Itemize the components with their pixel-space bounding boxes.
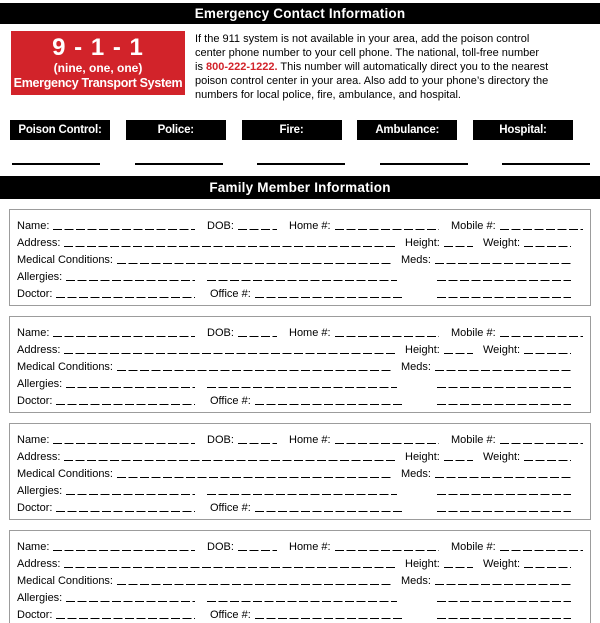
allergies-label: Allergies:: [17, 592, 63, 604]
office-phone-field: [210, 502, 402, 514]
home-phone-label: Home #:: [289, 220, 331, 232]
medical-conditions-fill-line: [117, 263, 391, 265]
intro-row: [0, 31, 600, 102]
home-phone-field: [289, 220, 439, 232]
meds-field: [401, 361, 571, 373]
doctor-fill-line: [56, 297, 195, 299]
allergies-row: [17, 373, 583, 390]
meds-extra-fill-line-2: [437, 618, 571, 620]
office-phone-label: Office #:: [210, 502, 251, 514]
home-phone-field: [289, 434, 439, 446]
doctor-fill-line: [56, 404, 195, 406]
home-phone-fill-line: [335, 443, 439, 445]
address-field: [17, 451, 395, 463]
weight-field: [483, 558, 571, 570]
doctor-field: [17, 609, 195, 621]
medical-conditions-label: Medical Conditions:: [17, 575, 113, 587]
address-fill-line: [64, 460, 395, 462]
meds-extra-fill-line-2: [437, 404, 571, 406]
intro-line-5: numbers for local police, fire, ambulance, and hospital.: [195, 89, 461, 101]
weight-label: Weight:: [483, 451, 521, 463]
mobile-phone-fill-line: [500, 336, 583, 338]
address-field: [17, 558, 395, 570]
family-member-section: [9, 316, 591, 413]
allergies-extra-fill-line: [207, 387, 397, 389]
family-sections: [0, 209, 600, 623]
weight-fill-line: [524, 353, 571, 355]
meds-fill-line: [435, 477, 571, 479]
police-fill-line: [135, 163, 223, 165]
doctor-label: Doctor:: [17, 502, 53, 514]
medical-conditions-fill-line: [117, 584, 391, 586]
mobile-phone-fill-line: [500, 550, 583, 552]
name-dob-row: [17, 322, 583, 339]
office-phone-label: Office #:: [210, 288, 251, 300]
home-phone-fill-line: [335, 229, 439, 231]
poison-control-fill-line: [12, 163, 100, 165]
address-row: [17, 339, 583, 356]
dob-label: DOB:: [207, 220, 234, 232]
intro-line-2: center phone number to your cell phone. The national, toll-free number: [195, 47, 540, 59]
name-fill-line: [53, 443, 195, 445]
meds-fill-line: [435, 263, 571, 265]
poison-control-paragraph: [195, 31, 592, 102]
dob-field: [207, 327, 277, 339]
height-field: [405, 344, 473, 356]
address-label: Address:: [17, 237, 61, 249]
meds-extra-fill-line-2: [437, 511, 571, 513]
name-field: [17, 220, 195, 232]
weight-fill-line: [524, 567, 571, 569]
mobile-phone-fill-line: [500, 443, 583, 445]
height-field: [405, 451, 473, 463]
emergency-contact-fill-lines-row: [12, 163, 590, 165]
contact-box-poison-control: Poison Control:: [10, 120, 110, 140]
family-member-section: [9, 530, 591, 623]
family-header-title: Family Member Information: [209, 180, 391, 195]
allergies-fill-line: [66, 601, 195, 603]
medical-conditions-fill-line: [117, 370, 391, 372]
allergies-extra-fill-line: [207, 280, 397, 282]
mobile-phone-label: Mobile #:: [451, 327, 496, 339]
office-phone-fill-line: [255, 511, 402, 513]
doctor-fill-line: [56, 511, 195, 513]
doctor-field: [17, 288, 195, 300]
home-phone-fill-line: [335, 336, 439, 338]
meds-label: Meds:: [401, 575, 431, 587]
meds-field: [401, 468, 571, 480]
dob-label: DOB:: [207, 434, 234, 446]
name-label: Name:: [17, 220, 50, 232]
contact-box-hospital: Hospital:: [473, 120, 573, 140]
poison-phone-number: 800-222-1222.: [206, 61, 278, 73]
allergies-row: [17, 266, 583, 283]
weight-fill-line: [524, 460, 571, 462]
intro-line-3-suffix: This number will automatically direct you to the nearest: [277, 61, 549, 73]
home-phone-label: Home #:: [289, 434, 331, 446]
height-fill-line: [444, 567, 473, 569]
name-dob-row: [17, 429, 583, 446]
address-row: [17, 232, 583, 249]
doctor-label: Doctor:: [17, 609, 53, 621]
allergies-fill-line: [66, 494, 195, 496]
doctor-row: [17, 390, 583, 407]
home-phone-field: [289, 541, 439, 553]
height-label: Height:: [405, 237, 440, 249]
home-phone-label: Home #:: [289, 327, 331, 339]
height-label: Height:: [405, 451, 440, 463]
mobile-phone-field: [451, 220, 583, 232]
weight-fill-line: [524, 246, 571, 248]
dob-fill-line: [238, 550, 277, 552]
allergies-field: [17, 485, 195, 497]
address-row: [17, 446, 583, 463]
name-label: Name:: [17, 434, 50, 446]
doctor-row: [17, 604, 583, 621]
meds-label: Meds:: [401, 254, 431, 266]
address-row: [17, 553, 583, 570]
medical-conditions-field: [17, 575, 391, 587]
meds-field: [401, 575, 571, 587]
name-label: Name:: [17, 327, 50, 339]
emergency-header-bar: [0, 3, 600, 24]
medical-conditions-row: [17, 249, 583, 266]
meds-extra-fill-line-2: [437, 297, 571, 299]
dob-field: [207, 220, 277, 232]
911-caption: Emergency Transport System: [13, 76, 183, 90]
name-fill-line: [53, 550, 195, 552]
address-label: Address:: [17, 558, 61, 570]
allergies-field: [17, 378, 195, 390]
name-field: [17, 434, 195, 446]
address-fill-line: [64, 567, 395, 569]
meds-extra-fill-line-1: [437, 494, 571, 496]
name-field: [17, 541, 195, 553]
name-label: Name:: [17, 541, 50, 553]
address-label: Address:: [17, 451, 61, 463]
address-field: [17, 237, 395, 249]
medical-conditions-row: [17, 570, 583, 587]
office-phone-label: Office #:: [210, 609, 251, 621]
dob-field: [207, 541, 277, 553]
weight-field: [483, 237, 571, 249]
dob-fill-line: [238, 336, 277, 338]
allergies-label: Allergies:: [17, 378, 63, 390]
meds-label: Meds:: [401, 468, 431, 480]
allergies-label: Allergies:: [17, 485, 63, 497]
dob-label: DOB:: [207, 327, 234, 339]
home-phone-field: [289, 327, 439, 339]
doctor-fill-line: [56, 618, 195, 620]
office-phone-field: [210, 609, 402, 621]
dob-fill-line: [238, 229, 277, 231]
height-fill-line: [444, 246, 473, 248]
allergies-label: Allergies:: [17, 271, 63, 283]
allergies-row: [17, 480, 583, 497]
doctor-field: [17, 502, 195, 514]
weight-label: Weight:: [483, 344, 521, 356]
911-number: 9 - 1 - 1: [52, 34, 144, 61]
weight-field: [483, 344, 571, 356]
medical-conditions-row: [17, 463, 583, 480]
allergies-extra-fill-line: [207, 601, 397, 603]
height-field: [405, 558, 473, 570]
allergies-extra-fill-line: [207, 494, 397, 496]
mobile-phone-field: [451, 327, 583, 339]
contact-box-ambulance: Ambulance:: [357, 120, 457, 140]
allergies-fill-line: [66, 387, 195, 389]
contact-box-police: Police:: [126, 120, 226, 140]
address-fill-line: [64, 353, 395, 355]
weight-label: Weight:: [483, 237, 521, 249]
allergies-row: [17, 587, 583, 604]
doctor-label: Doctor:: [17, 395, 53, 407]
family-member-section: [9, 423, 591, 520]
meds-fill-line: [435, 584, 571, 586]
office-phone-field: [210, 395, 402, 407]
meds-fill-line: [435, 370, 571, 372]
meds-extra-fill-line-1: [437, 387, 571, 389]
mobile-phone-fill-line: [500, 229, 583, 231]
dob-fill-line: [238, 443, 277, 445]
mobile-phone-label: Mobile #:: [451, 220, 496, 232]
medical-conditions-label: Medical Conditions:: [17, 361, 113, 373]
weight-field: [483, 451, 571, 463]
name-dob-row: [17, 215, 583, 232]
allergies-field: [17, 592, 195, 604]
office-phone-fill-line: [255, 618, 402, 620]
family-header-bar: [0, 176, 600, 199]
dob-label: DOB:: [207, 541, 234, 553]
fire-fill-line: [257, 163, 345, 165]
mobile-phone-field: [451, 541, 583, 553]
medical-conditions-row: [17, 356, 583, 373]
name-fill-line: [53, 229, 195, 231]
mobile-phone-field: [451, 434, 583, 446]
medical-conditions-field: [17, 468, 391, 480]
hospital-fill-line: [502, 163, 590, 165]
meds-extra-fill-line-1: [437, 601, 571, 603]
doctor-row: [17, 283, 583, 300]
name-field: [17, 327, 195, 339]
911-phonetic: (nine, one, one): [53, 61, 143, 75]
intro-line-3-prefix: is: [195, 61, 206, 73]
height-label: Height:: [405, 344, 440, 356]
address-fill-line: [64, 246, 395, 248]
emergency-contact-labels-row: [10, 120, 573, 140]
office-phone-label: Office #:: [210, 395, 251, 407]
medical-conditions-fill-line: [117, 477, 391, 479]
allergies-field: [17, 271, 195, 283]
mobile-phone-label: Mobile #:: [451, 541, 496, 553]
emergency-header-title: Emergency Contact Information: [194, 6, 406, 21]
address-label: Address:: [17, 344, 61, 356]
medical-conditions-label: Medical Conditions:: [17, 468, 113, 480]
meds-label: Meds:: [401, 361, 431, 373]
medical-conditions-field: [17, 361, 391, 373]
height-label: Height:: [405, 558, 440, 570]
doctor-row: [17, 497, 583, 514]
intro-line-1: If the 911 system is not available in your area, add the poison control: [195, 33, 530, 45]
address-field: [17, 344, 395, 356]
doctor-field: [17, 395, 195, 407]
mobile-phone-label: Mobile #:: [451, 434, 496, 446]
weight-label: Weight:: [483, 558, 521, 570]
contact-box-fire: Fire:: [242, 120, 342, 140]
family-member-section: [9, 209, 591, 306]
ambulance-fill-line: [380, 163, 468, 165]
doctor-label: Doctor:: [17, 288, 53, 300]
home-phone-label: Home #:: [289, 541, 331, 553]
name-dob-row: [17, 536, 583, 553]
height-fill-line: [444, 460, 473, 462]
dob-field: [207, 434, 277, 446]
office-phone-fill-line: [255, 404, 402, 406]
allergies-fill-line: [66, 280, 195, 282]
home-phone-fill-line: [335, 550, 439, 552]
intro-line-4: poison control center in your area. Also add to your phone’s directory the: [195, 75, 549, 87]
medical-conditions-label: Medical Conditions:: [17, 254, 113, 266]
office-phone-fill-line: [255, 297, 402, 299]
height-fill-line: [444, 353, 473, 355]
meds-field: [401, 254, 571, 266]
height-field: [405, 237, 473, 249]
name-fill-line: [53, 336, 195, 338]
meds-extra-fill-line-1: [437, 280, 571, 282]
medical-conditions-field: [17, 254, 391, 266]
emergency-911-box: [11, 31, 185, 95]
office-phone-field: [210, 288, 402, 300]
